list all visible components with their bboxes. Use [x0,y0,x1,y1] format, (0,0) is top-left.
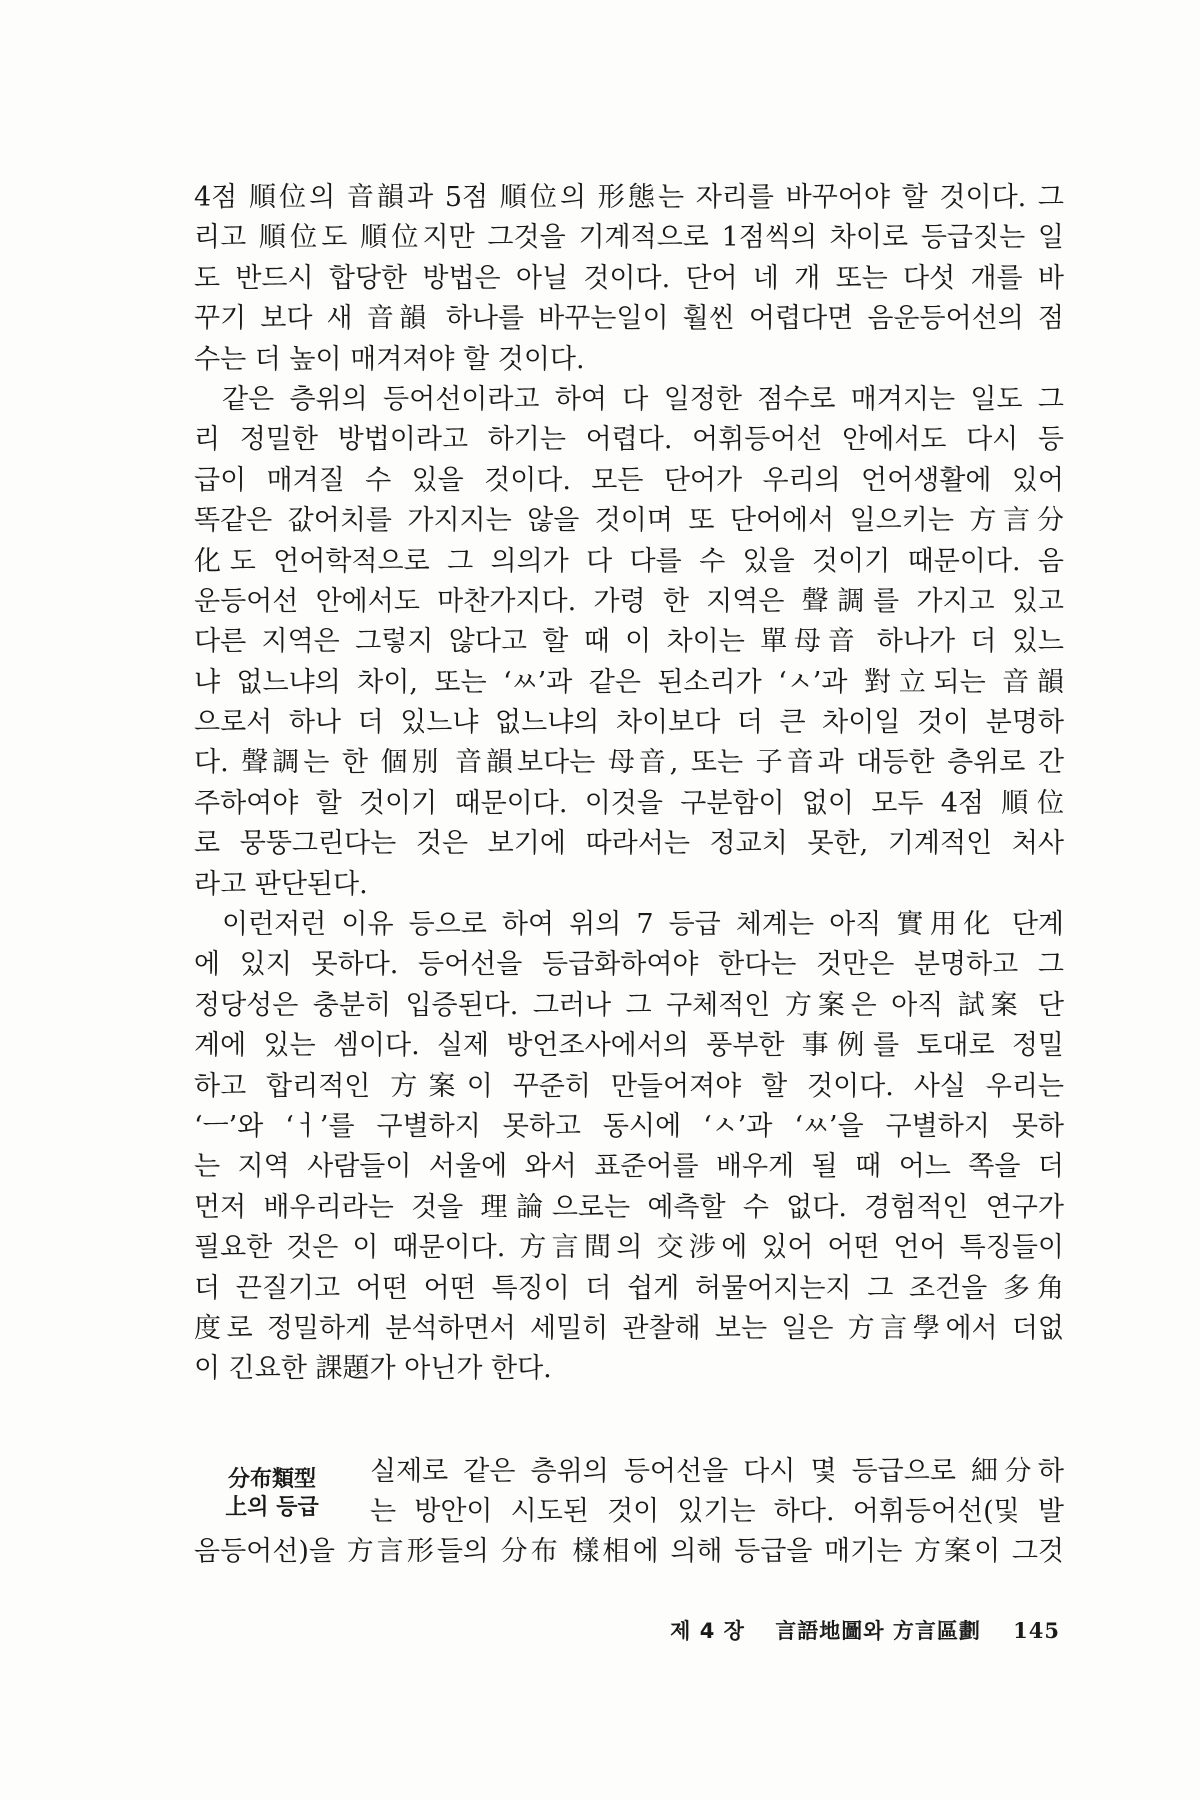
text-line: 이런저런 이유 등으로 하여 위의 7 등급 체계는 아직 實用化 단계 [222,909,1064,941]
text-line: 정당성은 충분히 입증된다. 그러나 그 구체적인 方案은 아직 試案 단 [194,989,1064,1021]
text-line: 실제로 같은 층위의 등어선을 다시 몇 등급으로 細分하 [370,1456,1064,1487]
text-line: 리 정밀한 방법이라고 하기는 어렵다. 어휘등어선 안에서도 다시 등 [194,424,1064,456]
text-line: 다른 지역은 그렇지 않다고 할 때 이 차이는 單母音 하나가 더 있느 [194,626,1064,658]
footer-chapter: 제 4 장 [670,1619,745,1643]
body-text [194,178,1064,1390]
margin-heading [212,1466,332,1522]
text-line: 라고 판단된다. [194,868,368,900]
text-line: 度로 정밀하게 분석하면서 세밀히 관찰해 보는 일은 方言學에서 더없 [194,1312,1064,1344]
text-line: 음등어선)을 方言形들의 分布 樣相에 의해 등급을 매기는 方案이 그것 [194,1536,1064,1567]
text-line: 같은 층위의 등어선이라고 하여 다 일정한 점수로 매겨지는 일도 그 [222,383,1064,415]
text-line: 리고 順位도 順位지만 그것을 기계적으로 1점씩의 차이로 등급짓는 일 [194,222,1064,254]
text-line: 하고 합리적인 方案이 꾸준히 만들어져야 할 것이다. 사실 우리는 [194,1070,1064,1102]
after-heading-text [194,1532,1064,1572]
text-line: 로 뭉뚱그린다는 것은 보기에 따라서는 정교치 못한, 기계적인 처사 [194,828,1064,860]
text-line: 이 긴요한 課題가 아닌가 한다. [194,1353,552,1385]
text-line: 化도 언어학적으로 그 의의가 다 다를 수 있을 것이기 때문이다. 음 [194,545,1064,577]
heading-paragraph [370,1452,1064,1533]
text-line: 똑같은 값어치를 가지지는 않을 것이며 또 단어에서 일으키는 方言分 [194,505,1064,537]
text-line: 먼저 배우리라는 것을 理論으로는 예측할 수 없다. 경험적인 연구가 [194,1191,1064,1223]
text-line: 꾸기 보다 새 音韻 하나를 바꾸는일이 훨씬 어렵다면 음운등어선의 점 [194,303,1064,335]
text-line: 4점 順位의 音韻과 5점 順位의 形態는 자리를 바꾸어야 할 것이다. 그 [194,182,1064,213]
margin-heading-line: 上의 등급 [225,1495,319,1520]
text-line: ‘ㅡ’와 ‘ㅓ’를 구별하지 못하고 동시에 ‘ㅅ’과 ‘ㅆ’을 구별하지 못하 [194,1110,1064,1142]
text-line: 주하여야 할 것이기 때문이다. 이것을 구분함이 없이 모두 4점 順位 [194,787,1064,819]
text-line: 운등어선 안에서도 마찬가지다. 가령 한 지역은 聲調를 가지고 있고 [194,585,1064,617]
margin-heading-line: 分布類型 [227,1467,316,1492]
text-line: 급이 매겨질 수 있을 것이다. 모든 단어가 우리의 언어생활에 있어 [194,464,1064,496]
running-footer [670,1615,1060,1645]
text-line: 더 끈질기고 어떤 어떤 특징이 더 쉽게 허물어지는지 그 조건을 多角 [194,1272,1064,1304]
text-line: 필요한 것은 이 때문이다. 方言間의 交涉에 있어 어떤 언어 특징들이 [194,1232,1064,1264]
text-line: 는 지역 사람들이 서울에 와서 표준어를 배우게 될 때 어느 쪽을 더 [194,1151,1064,1183]
text-line: 다. 聲調는 한 個別 音韻보다는 母音, 또는 子音과 대등한 층위로 간 [194,747,1064,779]
footer-title: 言語地圖와 方言區劃 [775,1619,981,1643]
text-line: 계에 있는 셈이다. 실제 방언조사에서의 풍부한 事例를 토대로 정밀 [194,1030,1064,1062]
text-line: 에 있지 못하다. 등어선을 등급화하여야 한다는 것만은 분명하고 그 [194,949,1064,981]
text-line: 는 방안이 시도된 것이 있기는 하다. 어휘등어선(및 발 [370,1496,1064,1528]
text-line: 도 반드시 합당한 방법은 아닐 것이다. 단어 네 개 또는 다섯 개를 바 [194,262,1064,294]
text-line: 냐 없느냐의 차이, 또는 ‘ㅆ’과 같은 된소리가 ‘ㅅ’과 對立되는 音韻 [194,666,1064,698]
text-line: 수는 더 높이 매겨져야 할 것이다. [194,343,585,375]
page-number: 145 [1013,1618,1060,1643]
text-line: 으로서 하나 더 있느냐 없느냐의 차이보다 더 큰 차이일 것이 분명하 [194,707,1064,739]
